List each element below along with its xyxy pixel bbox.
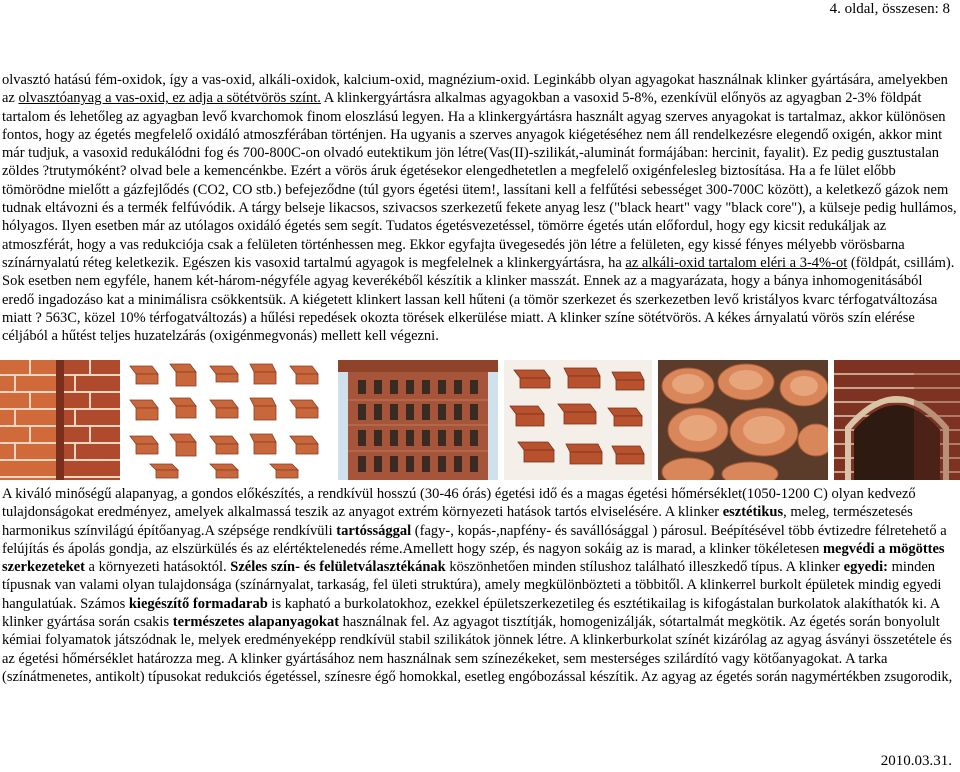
- bold-phrase: Széles szín- és felületválasztékának: [230, 559, 446, 576]
- paragraph-clinker-chemistry: olvasztó hatású fém-oxidok, így a vas-oxid, alkáli-oxidok, kalcium-oxid, magnézium-oxid. Leginkább olyan agyagokat használnak klinker gyártására, amelyekben az olvasztóanyag a vas-oxid, ez adja a sötétvörös színt. A klinkergyártásra alkalmas agyagokban a vasoxid 5-8%, ezenkívül előnyös az agyagban 2-3% földpát tartalom és lehetőleg az agyagban levő kvarchomok finom eloszlású legyen. Ha a klinkergyártásra használt agyag szerves anyagokat is tartalmaz, akkor különösen fontos, hogy az égetés megfelelő oxidáló atmoszférában történjen. Ha ugyanis a szerves anyagok kiégetéséhez nem áll rendelkezésre elegendő oxigén, akkor mint már tudjuk, a vasoxid redukálódni fog és 700-800C-on olvadó eutektikum jön létre(Vas(II)-szilikát,-aluminát formájában: hercinit, fayalit). Ez pedig gusztustalan zöldes ?trutymóként? olvad bele a kemencénkbe. Ezért a vörös áruk égetésekor elengedhetetlen a megfelelő oxigénfelesleg biztosítása. Ha a fe lület előbb tömörödne mielőtt a gázfejlődés (CO2, CO stb.) befejeződne (túl gyors égetési ütem!, lassítani kell a felfűtési sebességet 300-700C között), a keletkező gázok nem tudnak eltávozni és a termék felfúvódik. A tárgy belseje likacsos, szivacsos szerkezetű fekete anyag lesz ("black heart" vagy "black core"), a külseje pedig hullámos, hólyagos. Ilyen esetben már az utólagos oxidáló égetés sem segít. Tudatos égetésvezetéssel, tömörre égetés után előfordul, hogy egy kicsit redukáljak az atmoszférát, hogy a vas redukciója csak a felületen történhessen meg. Ekkor egyfajta üvegesedés jön létre a felületen, egy kissé fényes mélyebb vörösbarna színárnyalatú réteg keletkezik. Egészen kis vasoxid tartalmú agyagok is megfelelnek a klinkergyártásra, ha az alkáli-oxid tartalom eléri a 3-4%-ot (földpát, csillám). Sok esetben nem egyféle, hanem két-három-négyféle agyag keverékéből készítik a klinker masszát. Ennek az a magyarázata, hogy a bánya inhomogenitásából eredő ingadozáso kat a minimálisra csökkentsük. A kiégetett klinkert lassan kell hűteni (a tömör szerkezet és szerkezetben levő kristályos kvarc térfogatváltozása miatt ? 563C, közel 10% térfogatváltozás) a hűlési repedések okozta törések elkerülése miatt. A klinker színe sötétvörös. A kékes árnyalatú vörös szín elérése céljából a hűtést teljes huzatelzárás (oxigénmegvonás) mellett kell végezni.: [2, 72, 957, 345]
- page-indicator: 4. oldal, összesen: 8: [829, 1, 950, 17]
- bold-phrase: egyedi:: [843, 559, 888, 576]
- image-strip: [0, 360, 960, 480]
- shaped-bricks-catalog-image: [126, 360, 332, 480]
- brick-arch-detail-image: [834, 360, 960, 480]
- paragraph-clinker-benefits: A kiváló minőségű alapanyag, a gondos előkészítés, a rendkívül hosszú (30-46 órás) égetési idő és a magas égetési hőmérséklet(1050-1200 C) olyan kedvező tulajdonságokat eredményez, amelyek alkalmassá teszik az anyagot extrém környezeti hatások tartós elviselésére. A klinker esztétikus, meleg, természetesés harmonikus színvilágú építőanyag.A szépsége rendkívüli tartóssággal (fagy-, kopás-,napfény- és savállósággal ) párosul. Beépítésével több évtizedre félretehető a felújítás és ápolás gondja, az elszürkülés és az elértéktelenedés réme.Amellett hogy szép, és nagyon sokáig az is marad, a klinker tökéletesen megvédi a mögöttes szerkezeteket a környezeti hatásoktól. Széles szín- és felületválasztékának köszönhetően minden stílushoz található illeszkedő típus. A klinker egyedi: minden típusnak van valami olyan tulajdonsága (színárnyalat, tarkaság, fel ületi struktúra), amely megkülönbözteti a többitől. A klinkerrel burkolt épületek mindig egyedi hangulatúak. Számos kiegészítő formadarab is kapható a burkolatokhoz, ezekkel épületszerkezetileg és esztétikailag is kifogástalan burkolatok alakíthatók ki. A klinker gyártása során csakis természetes alapanyagokat használnak fel. Az agyagot tisztítják, homogenizálják, sótartalmát megkötik. Az égetés során bonyolult kémiai folyamatok játszódnak le, melyek eredményeképp rendkívül stabil szilikátok jönnek létre. A klinkerburkolat színét kizárólag az agyag ásványi összetétele és az égetési hőmérséklet határozza meg. A klinker gyártásához nem használnak sem színezékeket, sem mesterséges szilárdító vagy kötőanyagokat. A tarka (színátmenetes, antikolt) típusokat redukciós égetéssel, színesre égő homokkal, esetleg engóbozással készítik. Az agyag az égetés során nagymértékben zsugorodik,: [2, 486, 953, 685]
- bold-phrase: természetes alapanyagokat: [172, 614, 340, 631]
- footer-date: 2010.03.31.: [880, 753, 952, 769]
- bold-phrase: tartóssággal: [336, 522, 412, 539]
- underlined-phrase: olvasztóanyag a vas-oxid, ez adja a sötétvörös színt.: [18, 90, 321, 107]
- bold-phrase: megvédi a mögöttes szerkezeteket: [2, 540, 945, 576]
- brick-shapes-pieces-image: [504, 360, 652, 480]
- underlined-phrase: az alkáli-oxid tartalom eléri a 3-4%-ot: [625, 254, 848, 271]
- terracotta-bowls-image: [658, 360, 828, 480]
- bold-phrase: kiegészítő formadarab: [128, 595, 268, 612]
- brick-wall-corner-image: [0, 360, 120, 480]
- brick-tower-building-image: [338, 360, 498, 480]
- bold-phrase: esztétikus: [722, 504, 784, 521]
